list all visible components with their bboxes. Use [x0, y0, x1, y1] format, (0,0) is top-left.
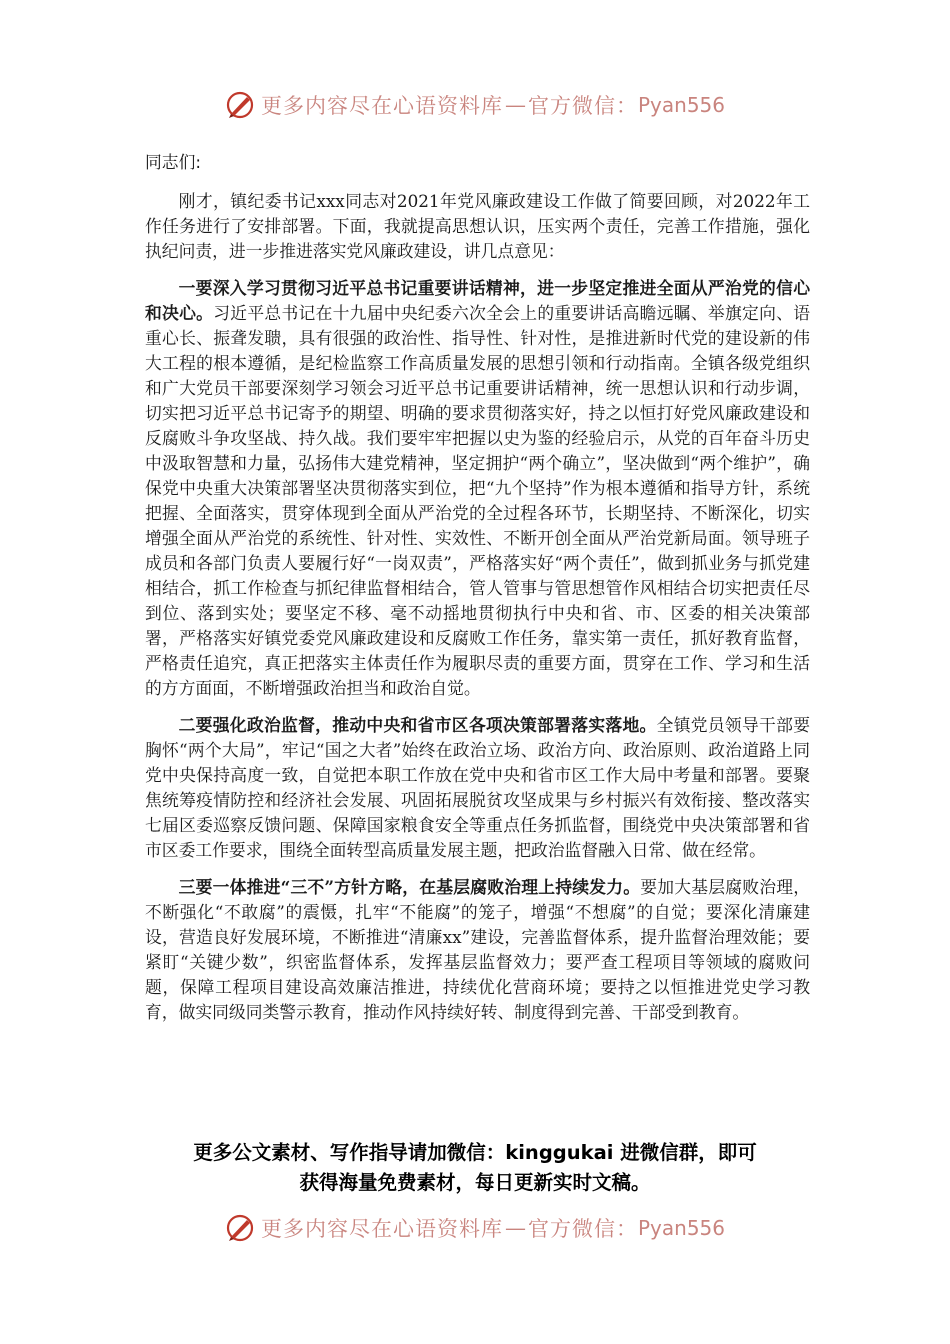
promo-line-2: 获得海量免费素材，每日更新实时文稿。 — [299, 1171, 651, 1194]
banner-text: 更多内容尽在心语资料库 — [260, 1217, 503, 1241]
banner-wechat-id: Pyan556 — [637, 1216, 725, 1240]
section-heading: 二要强化政治监督，推动中央和省市区各项决策部署落实落地。 — [178, 715, 657, 735]
section-paragraph — [145, 875, 810, 1025]
banner-wechat-id: Pyan556 — [637, 93, 725, 117]
section-body: 习近平总书记在十九届中央纪委六次全会上的重要讲话高瞻远瞩、举旗定向、语重心长、振聋发聩，具有很强的政治性、指导性、针对性，是推进新时代党的建设新的伟大工程的根本遵循，是纪检监察工作高质量发展的思想引领和行动指南。全镇各级党组织和广大党员干部要深刻学习领会习近平总书记重要讲话精神，统一思想认识和行动步调，切实把习近平总书记寄予的期望、明确的要求贯彻落实好，持之以恒打好党风廉政建设和反腐败斗争攻坚战、持久战。我们要牢牢把握以史为鉴的经验启示，从党的百年奋斗历史中汲取智慧和力量，弘扬伟大建党精神，坚定拥护“两个确立”，坚决做到“两个维护”，确保党中央重大决策部署坚决贯彻落实到位，把“九个坚持”作为根本遵循和指导方针，系统把握、全面落实，贯穿体现到全面从严治党的全过程各环节，长期坚持、不断深化，切实增强全面从严治党的系统性、针对性、实效性、不断开创全面从严治党新局面。领导班子成员和各部门负责人要履行好“一岗双责”，严格落实好“两个责任”，做到抓业务与抓党建相结合，抓工作检查与抓纪律监督相结合，管人管事与管思想管作风相结合切实把责任尽到位、落到实处；要坚定不移、毫不动摇地贯彻执行中央和省、市、区委的相关决策部署，严格落实好镇党委党风廉政建设和反腐败工作任务，靠实第一责任，抓好教育监督，严格责任追究，真正把落实主体责任作为履职尽责的重要方面，贯穿在工作、学习和生活的方方面面，不断增强政治担当和政治自觉。 — [145, 303, 810, 698]
section-paragraph — [145, 713, 810, 863]
intro-paragraph: 刚才，镇纪委书记xxx同志对2021年党风廉政建设工作做了简要回顾，对2022年工作任务进行了安排部署。下面，我就提高思想认识，压实两个责任，完善工作措施，强化执纪问责，进一步推进落实党风廉政建设，讲几点意见： — [145, 191, 810, 261]
pen-logo-icon — [225, 1213, 255, 1243]
banner-wechat-label: 官方微信： — [527, 1217, 638, 1241]
section-heading: 三要一体推进“三不”方针方略，在基层腐败治理上持续发力。 — [178, 877, 641, 897]
section-body: 要加大基层腐败治理，不断强化“不敢腐”的震慑，扎牢“不能腐”的笼子，增强“不想腐”的自觉；要深化清廉建设，营造良好发展环境，不断推进“清廉xx”建设，完善监督体系，提升监督治理效能；要紧盯“关键少数”，织密监督体系，发挥基层监督效力；要严查工程项目等领域的腐败问题，保障工程项目建设高效廉洁推进，持续优化营商环境；要持之以恒推进党史学习教育，做实同级同类警示教育，推动作风持续好转、制度得到完善、干部受到教育。 — [145, 877, 810, 1022]
document-body — [145, 150, 810, 1037]
pen-logo-icon — [225, 90, 255, 120]
section-paragraph — [145, 276, 810, 701]
banner-text: 更多内容尽在心语资料库 — [260, 94, 503, 118]
banner-dash: — — [504, 1216, 526, 1240]
salutation: 同志们: — [145, 152, 201, 172]
section-heading: 一要深入学习贯彻习近平总书记重要讲话精神，进一步坚定推进全面从严治党的信心和决心。 — [145, 278, 810, 323]
footer-watermark-banner — [0, 1208, 950, 1248]
promo-line-1: 更多公文素材、写作指导请加微信：kinggukai 进微信群，即可 — [193, 1141, 757, 1164]
promo-notice — [120, 1138, 830, 1198]
banner-wechat-label: 官方微信： — [527, 94, 638, 118]
section-body: 全镇党员领导干部要胸怀“两个大局”，牢记“国之大者”始终在政治立场、政治方向、政治原则、政治道路上同党中央保持高度一致，自觉把本职工作放在党中央和省市区工作大局中考量和部署。要聚焦统筹疫情防控和经济社会发展、巩固拓展脱贫攻坚成果与乡村振兴有效衔接、整改落实七届区委巡察反馈问题、保障国家粮食安全等重点任务抓监督，围绕党中央决策部署和省市区委工作要求，围绕全面转型高质量发展主题，把政治监督融入日常、做在经常。 — [145, 715, 810, 860]
header-watermark-banner — [0, 85, 950, 125]
banner-dash: — — [504, 93, 526, 117]
